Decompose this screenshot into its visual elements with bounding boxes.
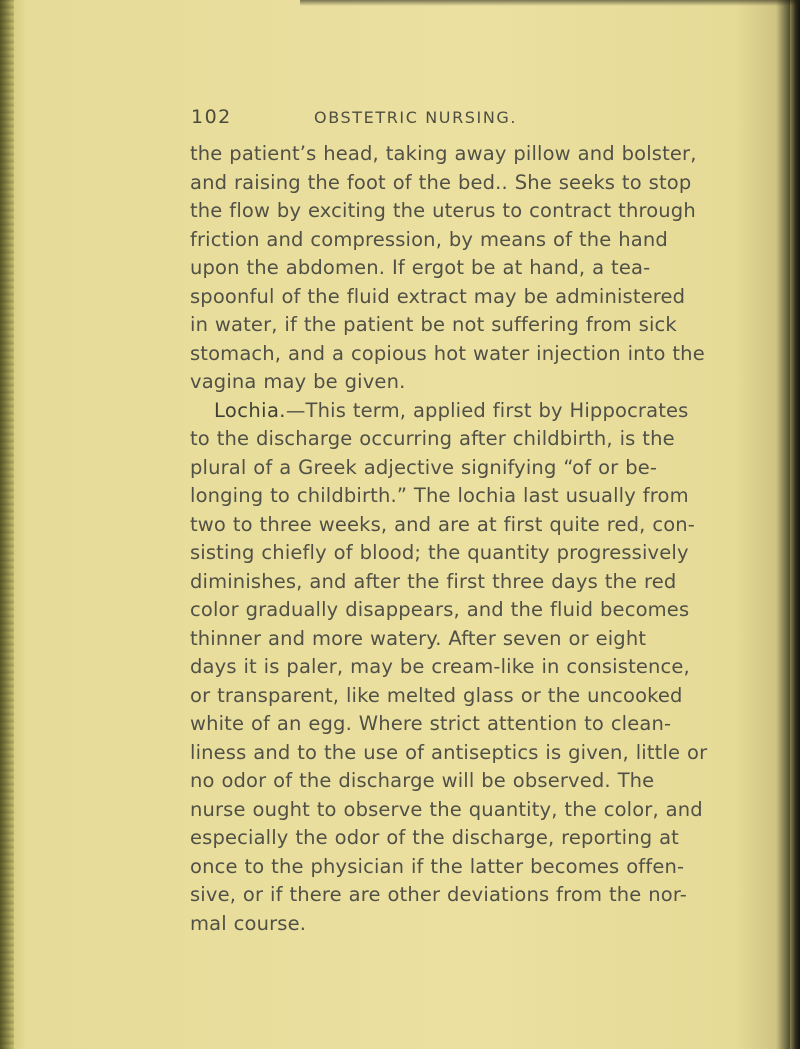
text-line: vagina may be given. bbox=[190, 370, 406, 393]
section-first-line-text: —This term, applied first by Hippocrates bbox=[285, 398, 689, 422]
text-line: upon the abdomen. If ergot be at hand, a tea- bbox=[190, 256, 651, 279]
section-heading-lochia: Lochia. bbox=[214, 398, 286, 422]
text-line: to the discharge occurring after childbirth, is the bbox=[190, 427, 675, 450]
text-line: plural of a Greek adjective signifying “of or be- bbox=[190, 455, 658, 479]
text-line: days it is paler, may be cream-like in consistence, bbox=[190, 655, 690, 678]
text-line: liness and to the use of antiseptics is given, little or bbox=[190, 740, 708, 764]
page-right-edge bbox=[790, 0, 800, 1049]
text-line: color gradually disappears, and the fluid becomes bbox=[190, 598, 690, 621]
body-text bbox=[190, 140, 708, 938]
page-header bbox=[0, 106, 800, 136]
text-line: diminishes, and after the first three days the red bbox=[190, 569, 677, 593]
text-line: white of an egg. Where strict attention to clean- bbox=[190, 712, 672, 735]
running-title: OBSTETRIC NURSING. bbox=[314, 108, 518, 127]
text-line: the flow by exciting the uterus to contract through bbox=[190, 199, 696, 222]
text-line: or transparent, like melted glass or the uncooked bbox=[190, 683, 683, 707]
text-line: longing to childbirth.” The lochia last usually from bbox=[190, 484, 689, 507]
text-line: the patient’s head, taking away pillow and bolster, bbox=[190, 142, 697, 165]
text-line: and raising the foot of the bed.. She seeks to stop bbox=[190, 170, 692, 194]
text-line: once to the physician if the latter becomes offen- bbox=[190, 854, 685, 878]
page-number: 102 bbox=[191, 106, 232, 128]
text-line: especially the odor of the discharge, reporting at bbox=[190, 826, 679, 849]
text-line: sisting chiefly of blood; the quantity progressively bbox=[190, 541, 689, 564]
text-line: thinner and more watery. After seven or eight bbox=[190, 626, 647, 650]
text-line: friction and compression, by means of the hand bbox=[190, 227, 668, 251]
page-top-shadow bbox=[300, 0, 800, 6]
text-line: stomach, and a copious hot water injection into the bbox=[190, 341, 705, 365]
text-line: in water, if the patient be not suffering from sick bbox=[190, 313, 677, 336]
text-line: two to three weeks, and are at first quite red, con- bbox=[190, 512, 695, 536]
text-line: sive, or if there are other deviations from the nor- bbox=[190, 883, 687, 906]
page-binding-edge bbox=[0, 0, 14, 1049]
text-line: spoonful of the fluid extract may be administered bbox=[190, 284, 686, 308]
section-first-line bbox=[190, 397, 690, 426]
text-line: no odor of the discharge will be observed. The bbox=[190, 769, 655, 792]
text-line: nurse ought to observe the quantity, the color, and bbox=[190, 797, 703, 821]
text-line: mal course. bbox=[190, 911, 307, 935]
